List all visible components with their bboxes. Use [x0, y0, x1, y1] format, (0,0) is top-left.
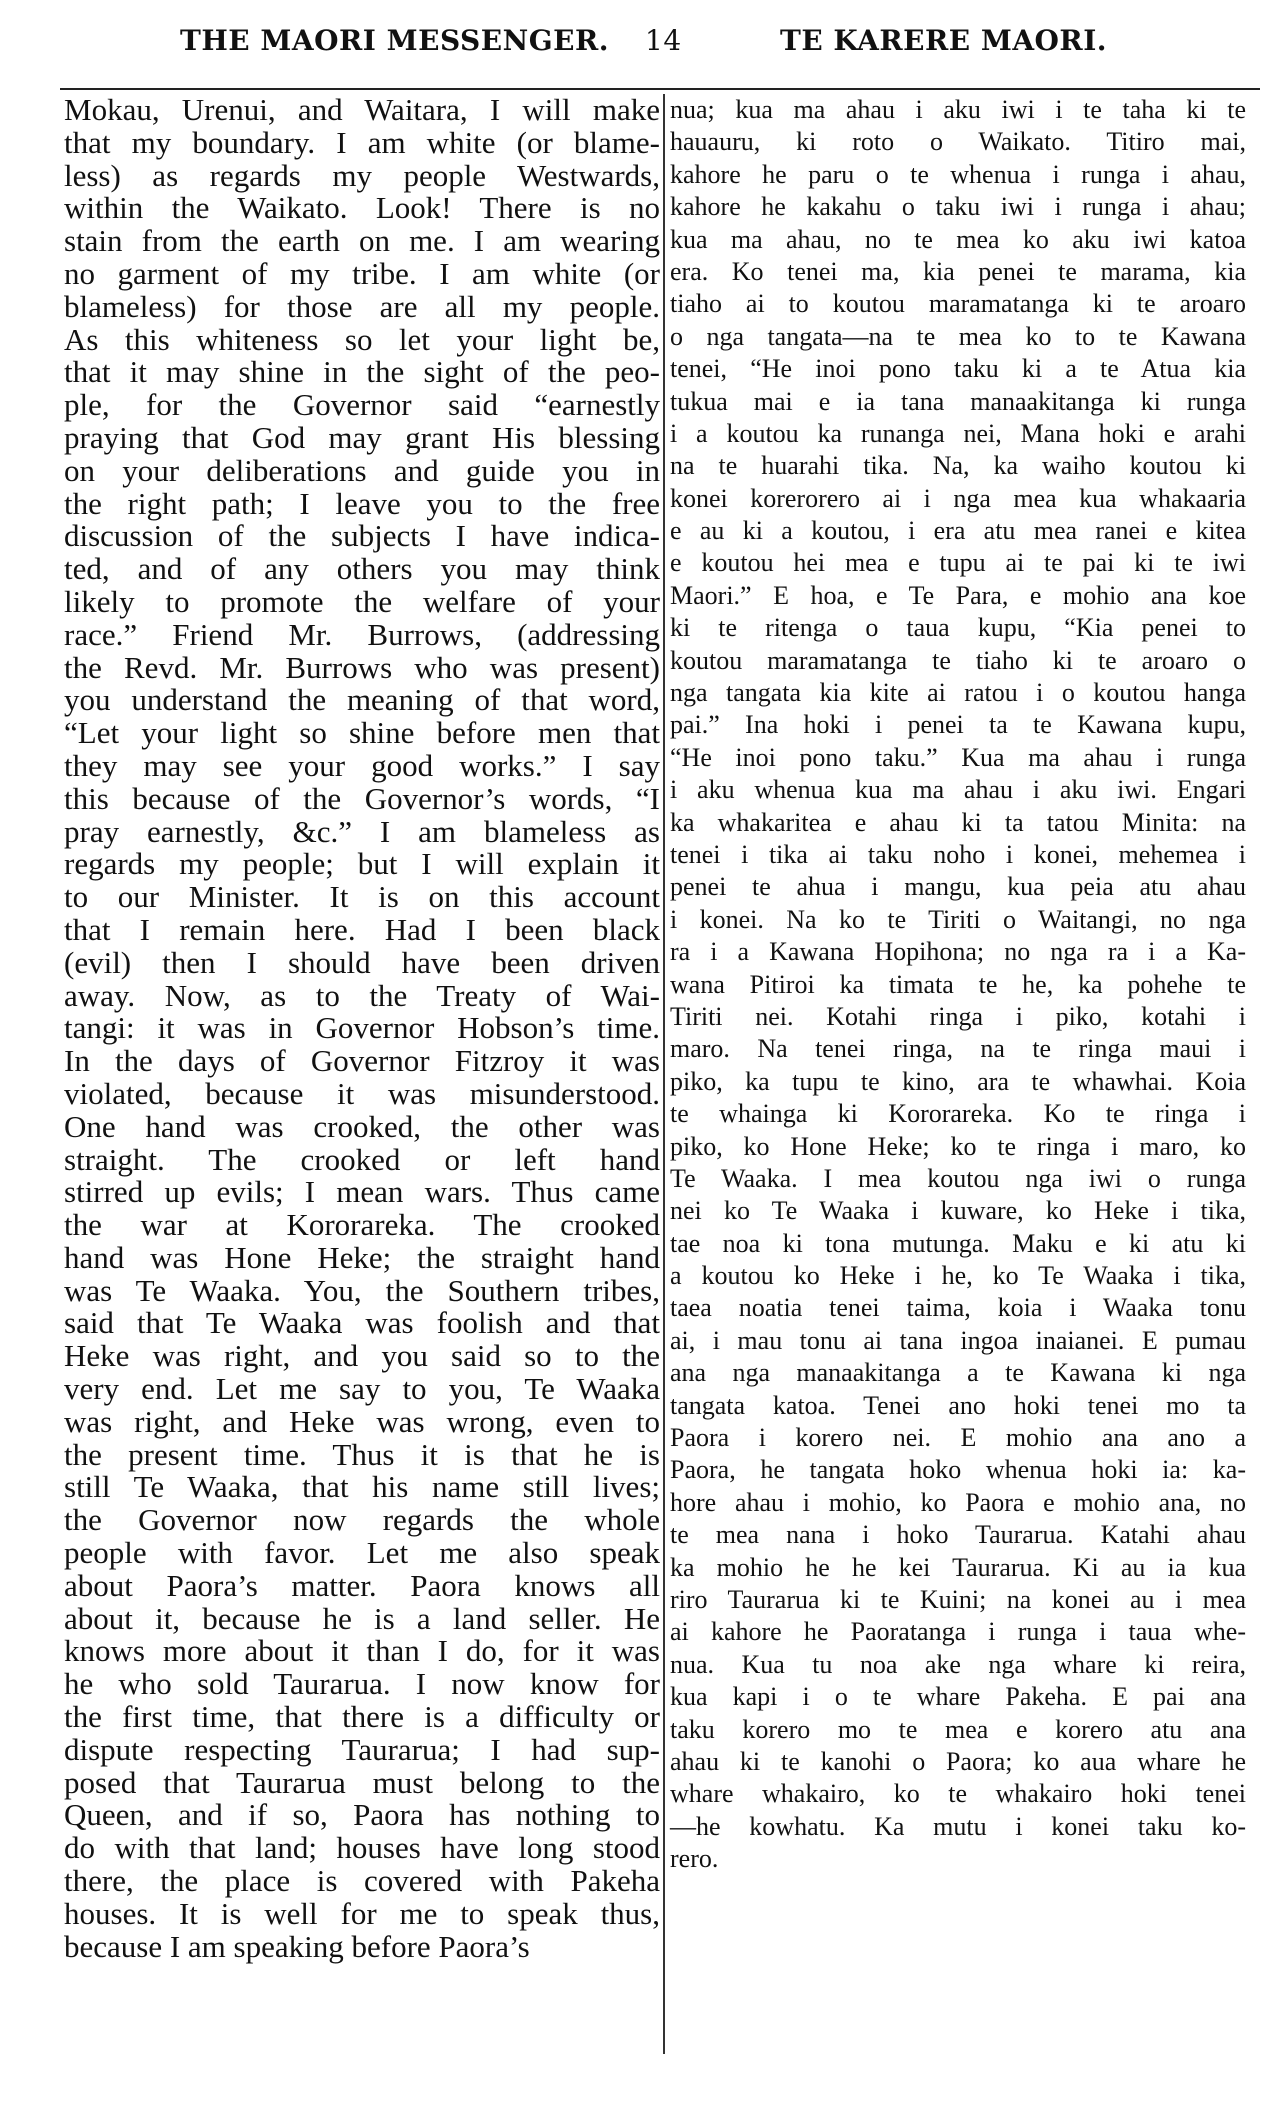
- english-text-line: In the days of Governor Fitzroy it was: [64, 1043, 660, 1079]
- english-text-line: As this whiteness so let your light be,: [64, 321, 660, 357]
- maori-text-line: piko, ka tupu te kino, ara te whawhai. Koia: [670, 1066, 1246, 1096]
- english-text-line: hand was Hone Heke; the straight hand: [64, 1239, 660, 1275]
- english-text-line: he who sold Taurarua. I now know for: [64, 1666, 660, 1702]
- english-text-line: because I am speaking before Paora’s: [64, 1928, 530, 1964]
- english-text-line: very end. Let me say to you, Te Waaka: [64, 1371, 660, 1407]
- english-text-line: the Revd. Mr. Burrows who was present): [64, 649, 660, 685]
- maori-text-line: nga tangata kia kite ai ratou i o koutou hanga: [670, 678, 1246, 708]
- maori-masthead-title: TE KARERE MAORI.: [780, 24, 1108, 57]
- english-text-line: dispute respecting Taurarua; I had sup-: [64, 1731, 660, 1767]
- maori-text-line: Paora, he tangata hoko whenua hoki ia: ka-: [670, 1455, 1246, 1485]
- maori-text-line: Maori.” E hoa, e Te Para, e mohio ana koe: [670, 580, 1246, 610]
- english-text-line: Queen, and if so, Paora has nothing to: [64, 1797, 660, 1833]
- maori-text-line: o nga tangata—na te mea ko to te Kawana: [670, 321, 1246, 351]
- maori-text-line: ra i a Kawana Hopihona; no nga ra i a Ka-: [670, 937, 1246, 967]
- maori-text-line: nua; kua ma ahau i aku iwi i te taha ki te: [670, 95, 1246, 124]
- maori-text-line: kahore he kakahu o taku iwi i runga i ahau;: [670, 192, 1246, 222]
- english-text-line: the right path; I leave you to the free: [64, 485, 660, 521]
- maori-text-line: i aku whenua kua ma ahau i aku iwi. Engari: [670, 775, 1246, 805]
- english-text-line: houses. It is well for me to speak thus,: [64, 1895, 660, 1931]
- maori-text-line: tae noa ki tona mutunga. Maku e ki atu ki: [670, 1228, 1246, 1258]
- maori-text-line: ai kahore he Paoratanga i runga i taua whe-: [670, 1617, 1246, 1647]
- english-text-line: people with favor. Let me also speak: [64, 1535, 660, 1571]
- maori-text-line: konei korerorero ai i nga mea kua whakaaria: [670, 483, 1246, 513]
- english-text-line: race.” Friend Mr. Burrows, (addressing: [64, 616, 660, 652]
- maori-text-line: kua kapi i o te whare Pakeha. E pai ana: [670, 1682, 1246, 1712]
- maori-text-line: Paora i korero nei. E mohio ana ano a: [670, 1423, 1246, 1453]
- maori-text-line: tukua mai e ia tana manaakitanga ki runga: [670, 386, 1246, 416]
- english-text-line: do with that land; houses have long stood: [64, 1830, 660, 1866]
- english-text-line: that it may shine in the sight of the peo-: [64, 354, 660, 390]
- english-text-line: violated, because it was misunderstood.: [64, 1075, 660, 1111]
- english-text-line: no garment of my tribe. I am white (or: [64, 255, 660, 291]
- english-text-line: regards my people; but I will explain it: [64, 846, 660, 882]
- english-text-line: the first time, that there is a difficulty or: [64, 1699, 660, 1735]
- maori-text-line: kahore he paru o te whenua i runga i ahau,: [670, 159, 1246, 189]
- english-text-line: about it, because he is a land seller. He: [64, 1600, 660, 1636]
- maori-text-line: i konei. Na ko te Tiriti o Waitangi, no nga: [670, 904, 1246, 934]
- english-text-line: the war at Kororareka. The crooked: [64, 1207, 660, 1243]
- english-text-line: to our Minister. It is on this account: [64, 879, 660, 915]
- english-text-line: likely to promote the welfare of your: [64, 583, 660, 619]
- maori-text-line: taea noatia tenei taima, koia i Waaka tonu: [670, 1293, 1246, 1323]
- english-text-line: that my boundary. I am white (or blame-: [64, 124, 660, 160]
- maori-text-line: hauauru, ki roto o Waikato. Titiro mai,: [670, 127, 1246, 157]
- english-text-line: they may see your good works.” I say: [64, 747, 660, 783]
- english-text-line: still Te Waaka, that his name still lives;: [64, 1469, 660, 1505]
- maori-text-line: pai.” Ina hoki i penei ta te Kawana kupu,: [670, 710, 1246, 740]
- english-text-line: the Governor now regards the whole: [64, 1502, 660, 1538]
- english-text-line: blameless) for those are all my people.: [64, 288, 660, 324]
- maori-text-line: rero.: [670, 1844, 719, 1874]
- english-text-line: that I remain here. Had I been black: [64, 911, 660, 947]
- maori-text-line: tenei, “He inoi pono taku ki a te Atua kia: [670, 354, 1246, 384]
- maori-text-line: ki te ritenga o taua kupu, “Kia penei to: [670, 613, 1246, 643]
- maori-text-line: e koutou hei mea e tupu ai te pai ki te iwi: [670, 548, 1246, 578]
- maori-text-column: [670, 94, 1246, 1875]
- maori-text-line: riro Taurarua ki te Kuini; na konei au i mea: [670, 1584, 1246, 1614]
- maori-text-line: —he kowhatu. Ka mutu i konei taku ko-: [670, 1811, 1246, 1841]
- page-number: 14: [645, 24, 682, 57]
- maori-text-line: whare whakairo, ko te whakairo hoki tenei: [670, 1779, 1246, 1809]
- english-text-line: stirred up evils; I mean wars. Thus came: [64, 1174, 660, 1210]
- maori-text-line: nua. Kua tu noa ake nga whare ki reira,: [670, 1649, 1246, 1679]
- english-text-line: less) as regards my people Westwards,: [64, 157, 660, 193]
- maori-text-line: era. Ko tenei ma, kia penei te marama, kia: [670, 256, 1246, 286]
- english-text-line: was right, and Heke was wrong, even to: [64, 1403, 660, 1439]
- english-text-line: posed that Taurarua must belong to the: [64, 1764, 660, 1800]
- english-text-line: praying that God may grant His blessing: [64, 419, 660, 455]
- english-text-line: ted, and of any others you may think: [64, 551, 660, 587]
- maori-text-line: penei te ahua i mangu, kua peia atu ahau: [670, 872, 1246, 902]
- english-text-line: Mokau, Urenui, and Waitara, I will make: [64, 92, 660, 127]
- maori-text-line: ai, i mau tonu ai tana ingoa inaianei. E pumau: [670, 1325, 1246, 1355]
- english-text-line: straight. The crooked or left hand: [64, 1141, 660, 1177]
- english-masthead-title: THE MAORI MESSENGER.: [180, 24, 609, 57]
- column-divider: [663, 94, 665, 2054]
- maori-text-line: te whainga ki Kororareka. Ko te ringa i: [670, 1099, 1246, 1129]
- page-header: [60, 24, 1240, 64]
- english-text-line: there, the place is covered with Pakeha: [64, 1863, 660, 1899]
- english-text-line: said that Te Waaka was foolish and that: [64, 1305, 660, 1341]
- english-text-line: the present time. Thus it is that he is: [64, 1436, 660, 1472]
- maori-text-line: ka whakaritea e ahau ki ta tatou Minita: na: [670, 807, 1246, 837]
- header-rule: [60, 88, 1260, 90]
- english-text-line: away. Now, as to the Treaty of Wai-: [64, 977, 660, 1013]
- maori-text-line: te mea nana i hoko Taurarua. Katahi ahau: [670, 1520, 1246, 1550]
- maori-text-line: koutou maramatanga te tiaho ki te aroaro o: [670, 645, 1246, 675]
- english-text-line: Heke was right, and you said so to the: [64, 1338, 660, 1374]
- english-text-line: you understand the meaning of that word,: [64, 682, 660, 718]
- maori-text-line: na te huarahi tika. Na, ka waiho koutou ki: [670, 451, 1246, 481]
- maori-text-line: kua ma ahau, no te mea ko aku iwi katoa: [670, 224, 1246, 254]
- english-text-line: was Te Waaka. You, the Southern tribes,: [64, 1272, 660, 1308]
- english-text-column: [64, 94, 660, 1963]
- maori-text-line: piko, ko Hone Heke; ko te ringa i maro, ko: [670, 1131, 1246, 1161]
- english-text-line: stain from the earth on me. I am wearing: [64, 223, 660, 259]
- maori-text-line: Tiriti nei. Kotahi ringa i piko, kotahi i: [670, 1001, 1246, 1031]
- english-text-line: pray earnestly, &c.” I am blameless as: [64, 813, 660, 849]
- english-text-line: this because of the Governor’s words, “I: [64, 780, 660, 816]
- maori-text-line: tenei i tika ai taku noho i konei, mehemea i: [670, 839, 1246, 869]
- english-text-line: within the Waikato. Look! There is no: [64, 190, 660, 226]
- english-text-line: knows more about it than I do, for it was: [64, 1633, 660, 1669]
- maori-text-line: tangata katoa. Tenei ano hoki tenei mo ta: [670, 1390, 1246, 1420]
- english-text-line: One hand was crooked, the other was: [64, 1108, 660, 1144]
- english-text-line: tangi: it was in Governor Hobson’s time.: [64, 1010, 660, 1046]
- maori-text-line: ka mohio he he kei Taurarua. Ki au ia kua: [670, 1552, 1246, 1582]
- maori-text-line: e au ki a koutou, i era atu mea ranei e kitea: [670, 516, 1246, 546]
- maori-text-line: taku korero mo te mea e korero atu ana: [670, 1714, 1246, 1744]
- maori-text-line: “He inoi pono taku.” Kua ma ahau i runga: [670, 742, 1246, 772]
- english-text-line: “Let your light so shine before men that: [64, 715, 660, 751]
- maori-text-line: i a koutou ka runanga nei, Mana hoki e arahi: [670, 418, 1246, 448]
- english-text-line: about Paora’s matter. Paora knows all: [64, 1567, 660, 1603]
- maori-text-line: maro. Na tenei ringa, na te ringa maui i: [670, 1034, 1246, 1064]
- english-text-line: ple, for the Governor said “earnestly: [64, 387, 660, 423]
- maori-text-line: hore ahau i mohio, ko Paora e mohio ana, no: [670, 1487, 1246, 1517]
- maori-text-line: Te Waaka. I mea koutou nga iwi o runga: [670, 1163, 1246, 1193]
- english-text-line: discussion of the subjects I have indica-: [64, 518, 660, 554]
- maori-text-line: a koutou ko Heke i he, ko Te Waaka i tika,: [670, 1261, 1246, 1291]
- english-text-line: (evil) then I should have been driven: [64, 944, 660, 980]
- maori-text-line: ahau ki te kanohi o Paora; ko aua whare he: [670, 1746, 1246, 1776]
- maori-text-line: tiaho ai to koutou maramatanga ki te aroaro: [670, 289, 1246, 319]
- maori-text-line: ana nga manaakitanga a te Kawana ki nga: [670, 1358, 1246, 1388]
- maori-text-line: wana Pitiroi ka timata te he, ka pohehe te: [670, 969, 1246, 999]
- english-text-line: on your deliberations and guide you in: [64, 452, 660, 488]
- maori-text-line: nei ko Te Waaka i kuware, ko Heke i tika,: [670, 1196, 1246, 1226]
